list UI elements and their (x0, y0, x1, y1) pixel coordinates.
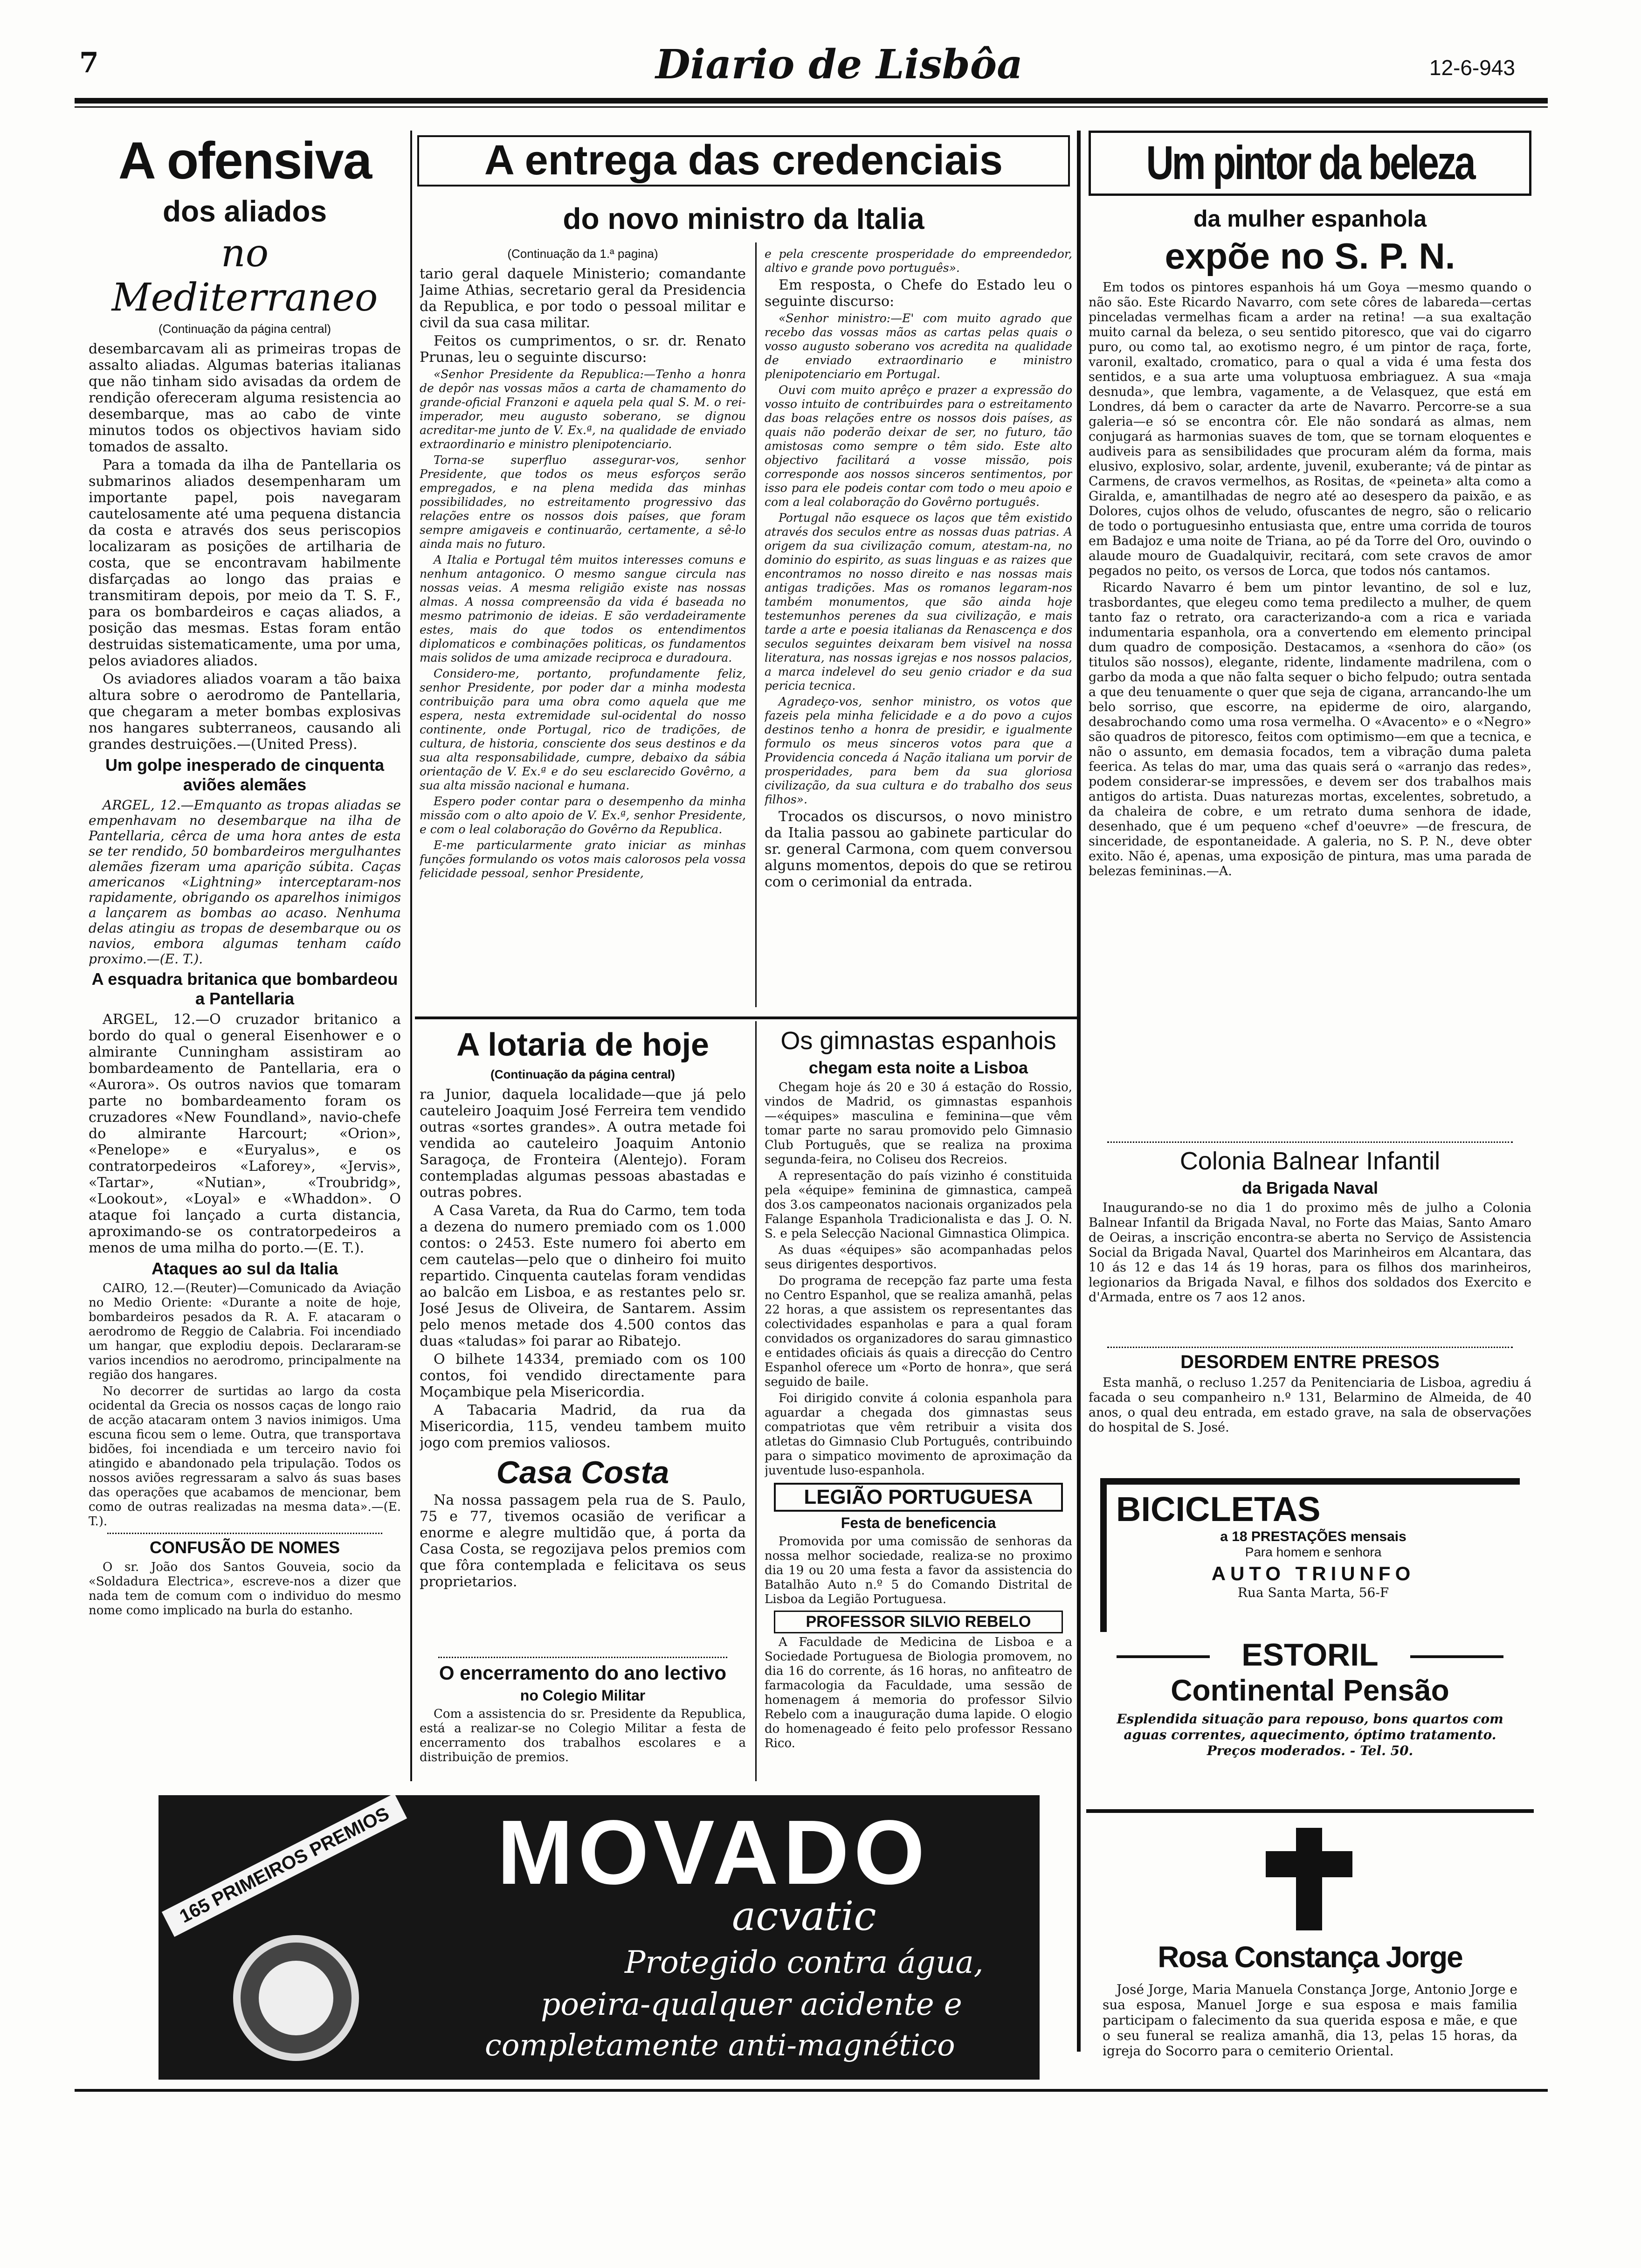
paragraph: Esta manhã, o recluso 1.257 da Penitenciaria de Lisboa, agrediu á facada o seu companheiro n.º 131, Belarmino de Almeida, de 40 anos, o qual deu entrada, em estado grave, na sala de observações do hospital de S. José. (1089, 1376, 1531, 1435)
divider (1107, 1347, 1513, 1348)
headline-ofensiva: A ofensiva (118, 131, 372, 190)
paragraph: No decorrer de surtidas ao largo da costa ocidental da Grecia os nossos caças de longo raio de acção atacaram ontem 3 navios inimigos. Uma escuna ficou sem o leme. Outra, que transportava bidões, foi incendiada e um terceiro navio foi atingido e abandonado pela tripulação. Todos os nossos aviões regressaram a salvo ás suas bases das operações que acabamos de mencionar, bem como de outras realizadas na mesma data».—(E. T.). (89, 1384, 401, 1528)
obituary-name: Rosa Constança Jorge (1158, 1940, 1462, 1974)
paragraph: ARGEL, 12.—Emquanto as tropas aliadas se empenhavam no desembarque na ilha de Pantellaria, cêrca de uma hora antes de esta se ter rendido, 50 bombardeiros mergulhantes alemães fizeram uma aparição súbita. Caças americanos «Lightning» interceptaram-nos rapidamente, obrigando os aparelhos inimigos a lançarem as bombas ao acaso. Nenhuma delas atingiu as tropas de desembarque ou os navios, embora algumas tenham caído proximo.—(E. T.). (89, 797, 401, 967)
paragraph: O sr. João dos Santos Gouveia, socio da «Soldadura Electrica», escreve-nos a dizer que nada tem de comum com o individuo do mesmo nome como implicado na burla do estanho. (89, 1560, 401, 1618)
subheading: CONFUSÃO DE NOMES (149, 1538, 340, 1557)
paragraph: A Faculdade de Medicina de Lisboa e a Sociedade Portuguesa de Biologia promovem, no dia 16 do corrente, ás 16 horas, no anfiteatro de farmacologia da Faculdade, uma sessão de homenagem á memoria do professor Silvio Rebelo com a inauguração duma lapide. O elogio do homenageado é feito pelo professor Ressano Rico. (765, 1635, 1072, 1750)
paragraph: Ricardo Navarro é bem um pintor levantino, de sol e luz, trasbordantes, que elegeu como tema predilecto a mulher, de quem tanto faz o retrato, ora caracterizando-a com a rica e variada indumentaria espanhola, ora a convertendo em elemento principal dum quadro de composição. Destacamos, a «senhora do cão» (os titulos são nossos), elegante, ridente, lindamente madrilena, com o garbo da moda a que não falta sequer o bicho felpudo; outra sentada a que deu tenuamente o quer que seja de cigana, arrancando-lhe um belo sorriso, que escorre, na epiderme de oiro, alargando, desabrochando como uma rosa vermelha. O «Avacento» e o «Negro» são quadros de pitoresco, feitos com optimismo—em que a tecnica, e não o assunto, em demasia focados, tem a vibração duma paleta feerica. As telas do mar, uma das quais será o «arranjo das redes», podem considerar-se impressões, e devem ser dos trabalhos mais antigos do artista. Duas naturezas mortas, excelentes, sobretudo, a da chaleira de cobre, e um retrato duma senhora de idade, desenhado, que é um pequeno «chef d'oeuvre» —de frescura, de sinceridade, de espontaneidade. A galeria, no S. P. N., deve obter exito. Não é, apenas, uma exposição de pintura, mas uma parada de belezas femininas.—A. (1089, 581, 1531, 878)
headline-colonia: Colonia Balnear Infantil (1179, 1147, 1441, 1175)
ad-line: Protegido contra água, (625, 1944, 984, 1980)
ad-rule (1117, 1655, 1210, 1658)
watch-icon-face (259, 1961, 333, 2035)
ad-bicicletas (1100, 1478, 1520, 1632)
subheadline-italic: no Mediterraneo (111, 231, 378, 320)
casa-costa-title: Casa Costa (496, 1455, 669, 1490)
paragraph: desembarcavam ali as primeiras tropas de assalto aliadas. Algumas baterias italianas que não tinham sido avisadas da ordem de rendição ofereceram alguma resistencia ao desembarque, mas ao cabo de vinte minutos todos os objectivos haviam sido tomados de assalto. (89, 341, 401, 455)
page-number: 7 (79, 47, 99, 79)
subheadline: no Colegio Militar (520, 1687, 646, 1704)
masthead-rule-thin (75, 106, 1548, 108)
divider (438, 1657, 727, 1658)
headline-credenciais: A entrega das credenciais (484, 137, 1003, 184)
paragraph: Considero-me, portanto, profundamente feliz, senhor Presidente, por poder dar a minha modesta contribuição para uma obra como aquela que me espera, nesta extremidade sul-ocidental do nosso continente, onde Portugal, rico de tradições, de cultura, de historia, consciente dos seus destinos e da sua alta responsabilidade, cumpre, debaixo da sábia orientação de V. Ex.ª e do seu esclarecido Govêrno, a sua alta missão nacional e humana. (420, 667, 746, 792)
subheadline: da Brigada Naval (1241, 1178, 1379, 1197)
ad-rule (1410, 1655, 1503, 1658)
paragraph: E-me particularmente grato iniciar as minhas funções formulando os votos mais calorosos pela vossa felicidade pessoal, senhor Presidente, (420, 838, 746, 880)
ad-model: acvatic (732, 1893, 876, 1940)
headline-lotaria: A lotaria de hoje (456, 1026, 709, 1063)
paragraph: Inaugurando-se no dia 1 do proximo mês de julho a Colonia Balnear Infantil da Brigada Naval, no Forte das Maias, Santo Amaro de Oeiras, a inscrição encontra-se aberta no Serviço de Assistencia Social da Brigada Naval, Quartel dos Marinheiros em Alcantara, das 10 ás 12 e das 14 ás 19 horas, para os filhos dos marinheiros, legionarios da Brigada Naval, e filhos dos soldados dos Exercito e d'Armada, entre os 7 aos 12 anos. (1089, 1201, 1531, 1305)
paragraph: Torna-se superfluo assegurar-vos, senhor Presidente, que todos os meus esforços serão empregados, e na plena medida das minhas possibilidades, no estreitamento progressivo das relações entre os nossos dois países, que foram sempre amigaveis e continuarão, certamente, a sê-lo ainda mais no futuro. (420, 453, 746, 551)
article-colonia (1089, 1138, 1531, 1343)
ad-banner: 165 PRIMEIROS PREMIOS (162, 1795, 407, 1937)
cross-icon-bar (1266, 1851, 1352, 1877)
ad-movado (159, 1795, 1040, 2080)
column-divider (755, 1021, 757, 1781)
headline-legiao: LEGIÃO PORTUGUESA (804, 1486, 1033, 1508)
headline-gimnastas: Os gimnastas espanhois (780, 1027, 1056, 1055)
paragraph: Portugal não esquece os laços que têm existido através dos seculos entre as nossas duas patrias. A origem da sua civilização comum, atestam-na, no dominio do espirito, as suas linguas e as raizes que encontramos no nosso direito e nas nossas mais antigas tradições. Mas os romanos legaram-nos também monumentos, que são ainda hoje testemunhos perenes da sua civilização, e mais tarde a arte e poesia italianas da Renascença e dos seculos seguintes deixaram bem visivel na nossa literatura, nas nossas igrejas e nos nossos palacios, a marca indelevel do seu genio criador e da sua pericia tecnica. (765, 511, 1072, 692)
paragraph: Feitos os cumprimentos, o sr. dr. Renato Prunas, leu o seguinte discurso: (420, 333, 746, 366)
paragraph: CAIRO, 12.—(Reuter)—Comunicado da Aviação no Medio Oriente: «Durante a noite de hoje, bombardeiros pesados da R. A. F. atacaram o aerodromo de Reggio de Calabria. Foi incendiado um hangar, que explodiu depois. Declararam-se varios incendios no aerodromo, principalmente na região dos hangares. (89, 1281, 401, 1382)
paragraph: Em todos os pintores espanhois há um Goya —mesmo quando o não são. Este Ricardo Navarro, com sete côres de labareda—certas pinceladas vermelhas ficam a arder na retina! —a sua exaltação muito carnal da beleza, o seu sentido pitoresco, que vai do cigarro puro, ou como tal, ao exotismo negro, é um pintor de raça, forte, varonil, exaltado, cromatico, para o qual a vida é uma festa dos sentidos, e a sua arte uma voluptuosa embriaguez. A sua «maja desnuda», que lembra, vagamente, a de Velasquez, que está em Londres, dá bem o caracter da arte de Navarro. Percorre-se a sua galeria—e só se encontra côr. Ele não sondará as almas, nem conjugará as harmonias suaves de tom, que se tornam eloquentes e audiveis para as sensibilidades que procuram além da forma, mais elusivo, explosivo, solar, ardente, juvenil, exuberante; vá de pintar as Carmens, de cravos vermelhos, as Rositas, de «peineta» alta como a Giralda, e, amantilhadas de negro até ao desespero da paixão, e as Dolores, cujos olhos de veludo, ofuscantes de negro, são o relicario de todo o portuguesinho entusiasta que, entre uma corrida de touros em Badajoz e uma noite de Triana, ao pé da Torre del Oro, ouvindo o alaude mouro de Guadalquivir, recitará, com sete cravos de amor pegados no peito, os versos de Lorca, que todos nós cantamos. (1089, 280, 1531, 578)
subheadline: da mulher espanhola (1193, 206, 1427, 232)
obituary (1089, 1819, 1531, 2080)
continuation-note: (Continuação da 1.ª pagina) (507, 247, 658, 261)
paragraph: Agradeço-vos, senhor ministro, os votos que fazeis pela minha felicidade e a do povo a cujos destinos tenho a honra de presidir, e igualmente formulo os meus sinceros votos para que a Providencia conceda á Nação italiana um porvir de prosperidades, para bem da sua gloriosa civilização, da sua cultura e do trabalho dos seus filhos». (765, 695, 1072, 806)
paragraph: «Senhor ministro:—E' com muito agrado que recebo das vossas mãos as cartas pelas quais o vosso augusto soberano vos acredita na qualidade de enviado extraordinario e ministro plenipotenciario em Portugal. (765, 311, 1072, 381)
headline-silvio-rebelo: PROFESSOR SILVIO REBELO (806, 1613, 1031, 1631)
paragraph: e pela crescente prosperidade do empreendedor, altivo e grande povo português». (765, 247, 1072, 275)
ad-line: a 18 PRESTAÇÕES mensais (1220, 1529, 1407, 1544)
cross-icon (1296, 1828, 1322, 1930)
subheading: A esquadra britanica que bombardeou a Pantellaria (91, 969, 398, 1008)
ad-line: Para homem e senhora (1245, 1545, 1382, 1559)
paragraph: Espero poder contar para o desempenho da minha missão com o alto apoio de V. Ex.ª, senhor Presidente, e com o leal colaboração do Govêrno da Republica. (420, 795, 746, 836)
article-pintor (1089, 131, 1531, 1138)
paragraph: Trocados os discursos, o novo ministro da Italia passou ao gabinete particular do sr. general Carmona, com quem conversou alguns momentos, depois do que se retirou com o cerimonial da entrada. (765, 809, 1072, 890)
subheadline: chegam esta noite a Lisboa (808, 1058, 1028, 1077)
paragraph: Para a tomada da ilha de Pantellaria os submarinos aliados desempenharam um importante papel, pois navegaram cautelosamente até uma pequena distancia da costa e através dos seus periscopios localizaram as posições de artilharia de costa, que se encontravam habilmente disfarçadas ao longo das praias e transmitiram depois, por meio da T. S. F., para os bombardeiros e caças aliados, a posição das mesmas. Estas foram então destruidas sistematicamente, uma por uma, pelos aviadores aliados. (89, 457, 401, 669)
paragraph: Do programa de recepção faz parte uma festa no Centro Espanhol, que se realiza amanhã, pelas 22 horas, a que assistem os representantes das colectividades espanholas e para a qual foram convidados os organizadores do sarau gimnastico e entidades oficiais ás quais a direcção do Centro Espanhol oferece um «Porto de honra», que será seguido de baile. (765, 1274, 1072, 1389)
article-credenciais-left (420, 245, 746, 1019)
subheadline: Festa de beneficencia (841, 1514, 996, 1531)
paragraph: ARGEL, 12.—O cruzador britanico a bordo do qual o general Eisenhower e o almirante Cunningham assistiram ao bombardeamento de Pantellaria, era o «Aurora». Os outros navios que tomaram parte no bombardeamento foram os cruzadores «New Foundland», navio-chefe do almirante Harcourt; «Orion», «Penelope» e «Euryalus», e os contratorpedeiros «Laforey», «Jervis», «Tartar», «Nutian», «Troubridg», «Lookout», «Loyal» e «Whaddon». O ataque foi lançado a curta distancia, aproximando-se os contratorpedeiros a menos de uma milha do porto.—(E. T.). (89, 1011, 401, 1256)
masthead-title: Diario de Lisbôa (655, 41, 1023, 88)
article-lotaria (420, 1023, 746, 1653)
section-rule (1086, 1809, 1534, 1813)
article-credenciais-right (765, 247, 1072, 1016)
divider (107, 1533, 382, 1534)
paragraph: A Casa Vareta, da Rua do Carmo, tem toda a dezena do numero premiado com os 1.000 contos: o 2453. Este numero foi aberto em cem cautelas—pelo que o dinheiro foi muito repartido. Cinquenta cautelas foram vendidas ao balcão em Lisboa, e as restantes pelo sr. José Jesus de Oliveira, de Santarem. Assim pelo menos metade dos 4.500 contos das duas «taludas» foi parar ao Ribatejo. (420, 1203, 746, 1349)
continuation-note: (Continuação da página central) (158, 322, 331, 336)
subheading: Um golpe inesperado de cinquenta aviões alemães (105, 755, 385, 794)
masthead-rule (75, 98, 1548, 104)
paragraph: Promovida por uma comissão de senhoras da nossa melhor sociedade, realiza-se no proximo dia 19 ou 20 uma festa a favor da assistencia do Batalhão Auto n.º 5 do Comando Distrital de Lisboa da Legião Portuguesa. (765, 1535, 1072, 1606)
article-encerramento (420, 1653, 746, 1788)
paragraph: A Tabacaria Madrid, da rua da Misericordia, 115, vendeu tambem muito jogo com premios valiosos. (420, 1402, 746, 1451)
paragraph: Com a assistencia do sr. Presidente da Republica, está a realizar-se no Colegio Militar a festa de encerramento dos trabalhos escolares e a distribuição de premios. (420, 1707, 746, 1764)
column-divider (410, 131, 412, 1781)
headline-encerramento: O encerramento do ano lectivo (439, 1662, 727, 1684)
column-divider (755, 242, 757, 1007)
article-desordem (1089, 1343, 1531, 1469)
ad-text: Esplendida situação para repouso, bons quartos com aguas correntes, aquecimento, óptimo tratamento. Preços moderados. - Tel. 50. (1117, 1711, 1503, 1758)
article-gimnastas (765, 1023, 1072, 1788)
paragraph: Em resposta, o Chefe do Estado leu o seguinte discurso: (765, 277, 1072, 310)
ad-brand: MOVADO (497, 1801, 930, 1903)
paragraph: ra Junior, daquela localidade—que já pelo cauteleiro Joaquim José Ferreira tem vendido outras «sortes grandes». A outra metade foi vendida ao cauteleiro Joaquim Antonio Saragoça, de Fronteira (Alentejo). Foram contempladas algumas pessoas abastadas e outras pobres. (420, 1086, 746, 1201)
paragraph: A Italia e Portugal têm muitos interesses comuns e nenhum antagonico. O mesmo sangue circula nas nossas veias. A mesma religião existe nas nossas almas. A nossa compreensão da vida é baseada no mesmo patrimonio de ideias. E são verdadeiramente estes, mais do que todos os entendimentos diplomaticos e combinações politicas, os fundamentos mais solidos de uma amizade reciproca e duradoura. (420, 553, 746, 664)
section-rule (415, 1016, 1077, 1019)
continuation-note: (Continuação da página central) (490, 1067, 675, 1081)
paragraph: O bilhete 14334, premiado com os 100 contos, foi vendido directamente para Moçambique pela Misericordia. (420, 1351, 746, 1400)
subheadline: dos aliados (162, 194, 327, 228)
subheading: Ataques ao sul da Italia (151, 1259, 338, 1278)
ad-title: ESTORIL (1241, 1637, 1379, 1673)
paragraph: Na nossa passagem pela rua de S. Paulo, 75 e 77, tivemos ocasião de verificar a enorme e alegre multidão que, á porta da Casa Costa, se regozijava pelos premios com que fôra contemplada e felicitava os seus proprietarios. (420, 1492, 746, 1590)
paragraph: A representação do país vizinho é constituida pela «équipe» feminina de gimnastica, campeã dos 3.os campeonatos nacionais organizados pela Falange Espanhola Tradicionalista e das J. O. N. S. e pela Selecção Nacional Gimnastica Olimpica. (765, 1169, 1072, 1241)
headline-pintor: Um pintor da beleza (1146, 136, 1474, 190)
page-date: 12-6-943 (1429, 55, 1515, 80)
ad-line: poeira-qualquer acidente e (541, 1986, 962, 2022)
paragraph: As duas «équipes» são acompanhadas pelos seus dirigentes desportivos. (765, 1243, 1072, 1272)
paragraph: tario geral daquele Ministerio; comandante Jaime Athias, secretario geral da Presidencia da Republica, e por todo o pessoal militar e civil da sua casa militar. (420, 266, 746, 331)
article-ofensiva (89, 131, 401, 1791)
paragraph: Ouvi com muito aprêço e prazer a expressão do vosso intuito de contribuirdes para o estreitamento das boas relações entre os nossos dois países, as quais não poderão deixar de ser, no futuro, tão amistosas como sempre o têm sido. Este alto objectivo facilitará a vosse missão, pois corresponde aos nossos sinceros sentimentos, por isso para ele podeis contar com todo o meu apoio e com a leal colaboração do Govêrno português. (765, 383, 1072, 509)
headline-desordem: DESORDEM ENTRE PRESOS (1180, 1352, 1440, 1372)
obituary-text: José Jorge, Maria Manuela Constança Jorge, Antonio Jorge e sua esposa, Manuel Jorge e sua esposa e mais familia participam o falecimento da sua querida esposa e mãe, e que o seu funeral se realiza amanhã, dia 13, pelas 15 horas, da igreja do Socorro para o cemiterio Oriental. (1103, 1982, 1517, 2059)
paragraph: Chegam hoje ás 20 e 30 á estação do Rossio, vindos de Madrid, os gimnastas espanhois—«équipes» masculina e feminina—que vêm tomar parte no sarau promovido pelo Gimnasio Club Português, que se realiza na proxima segunda-feira, no Coliseu dos Recreios. (765, 1080, 1072, 1167)
paragraph: «Senhor Presidente da Republica:—Tenho a honra de depôr nas vossas mãos a carta de chamamento do grande-oficial Franzoni e aquela pela qual S. M. o rei-imperador, meu augusto soberano, se dignou acreditar-me junto de V. Ex.ª, na qualidade de enviado extraordinario e ministro plenipotenciario. (420, 367, 746, 451)
column-divider (1077, 131, 1081, 2052)
paragraph: Os aviadores aliados voaram a tão baixa altura sobre o aerodromo de Pantellaria, que chegaram a meter bombas explosivas nos hangares subterraneos, causando ali grandes destruições.—(United Press). (89, 671, 401, 753)
divider (1107, 1141, 1513, 1143)
ad-address: Rua Santa Marta, 56-F (1237, 1585, 1389, 1600)
ad-line: completamente anti-magnético (485, 2028, 955, 2063)
ad-name: Continental Pensão (1171, 1673, 1449, 1707)
paragraph: Foi dirigido convite á colonia espanhola para aguardar a chegada dos gimnastas seus compatriotas que vêm retribuir a visita dos atletas do Gimnasio Club Português, contribuindo para o simpatico movimento de aproximação da juventude luso-espanhola. (765, 1391, 1072, 1478)
ad-estoril (1089, 1637, 1531, 1805)
ad-brand: AUTO TRIUNFO (1211, 1563, 1415, 1584)
subheadline-large: expõe no S. P. N. (1165, 235, 1455, 277)
subheadline-credenciais: do novo ministro da Italia (563, 202, 924, 235)
page-bottom-rule (75, 2089, 1548, 2092)
ad-title: BICICLETAS (1116, 1490, 1321, 1528)
